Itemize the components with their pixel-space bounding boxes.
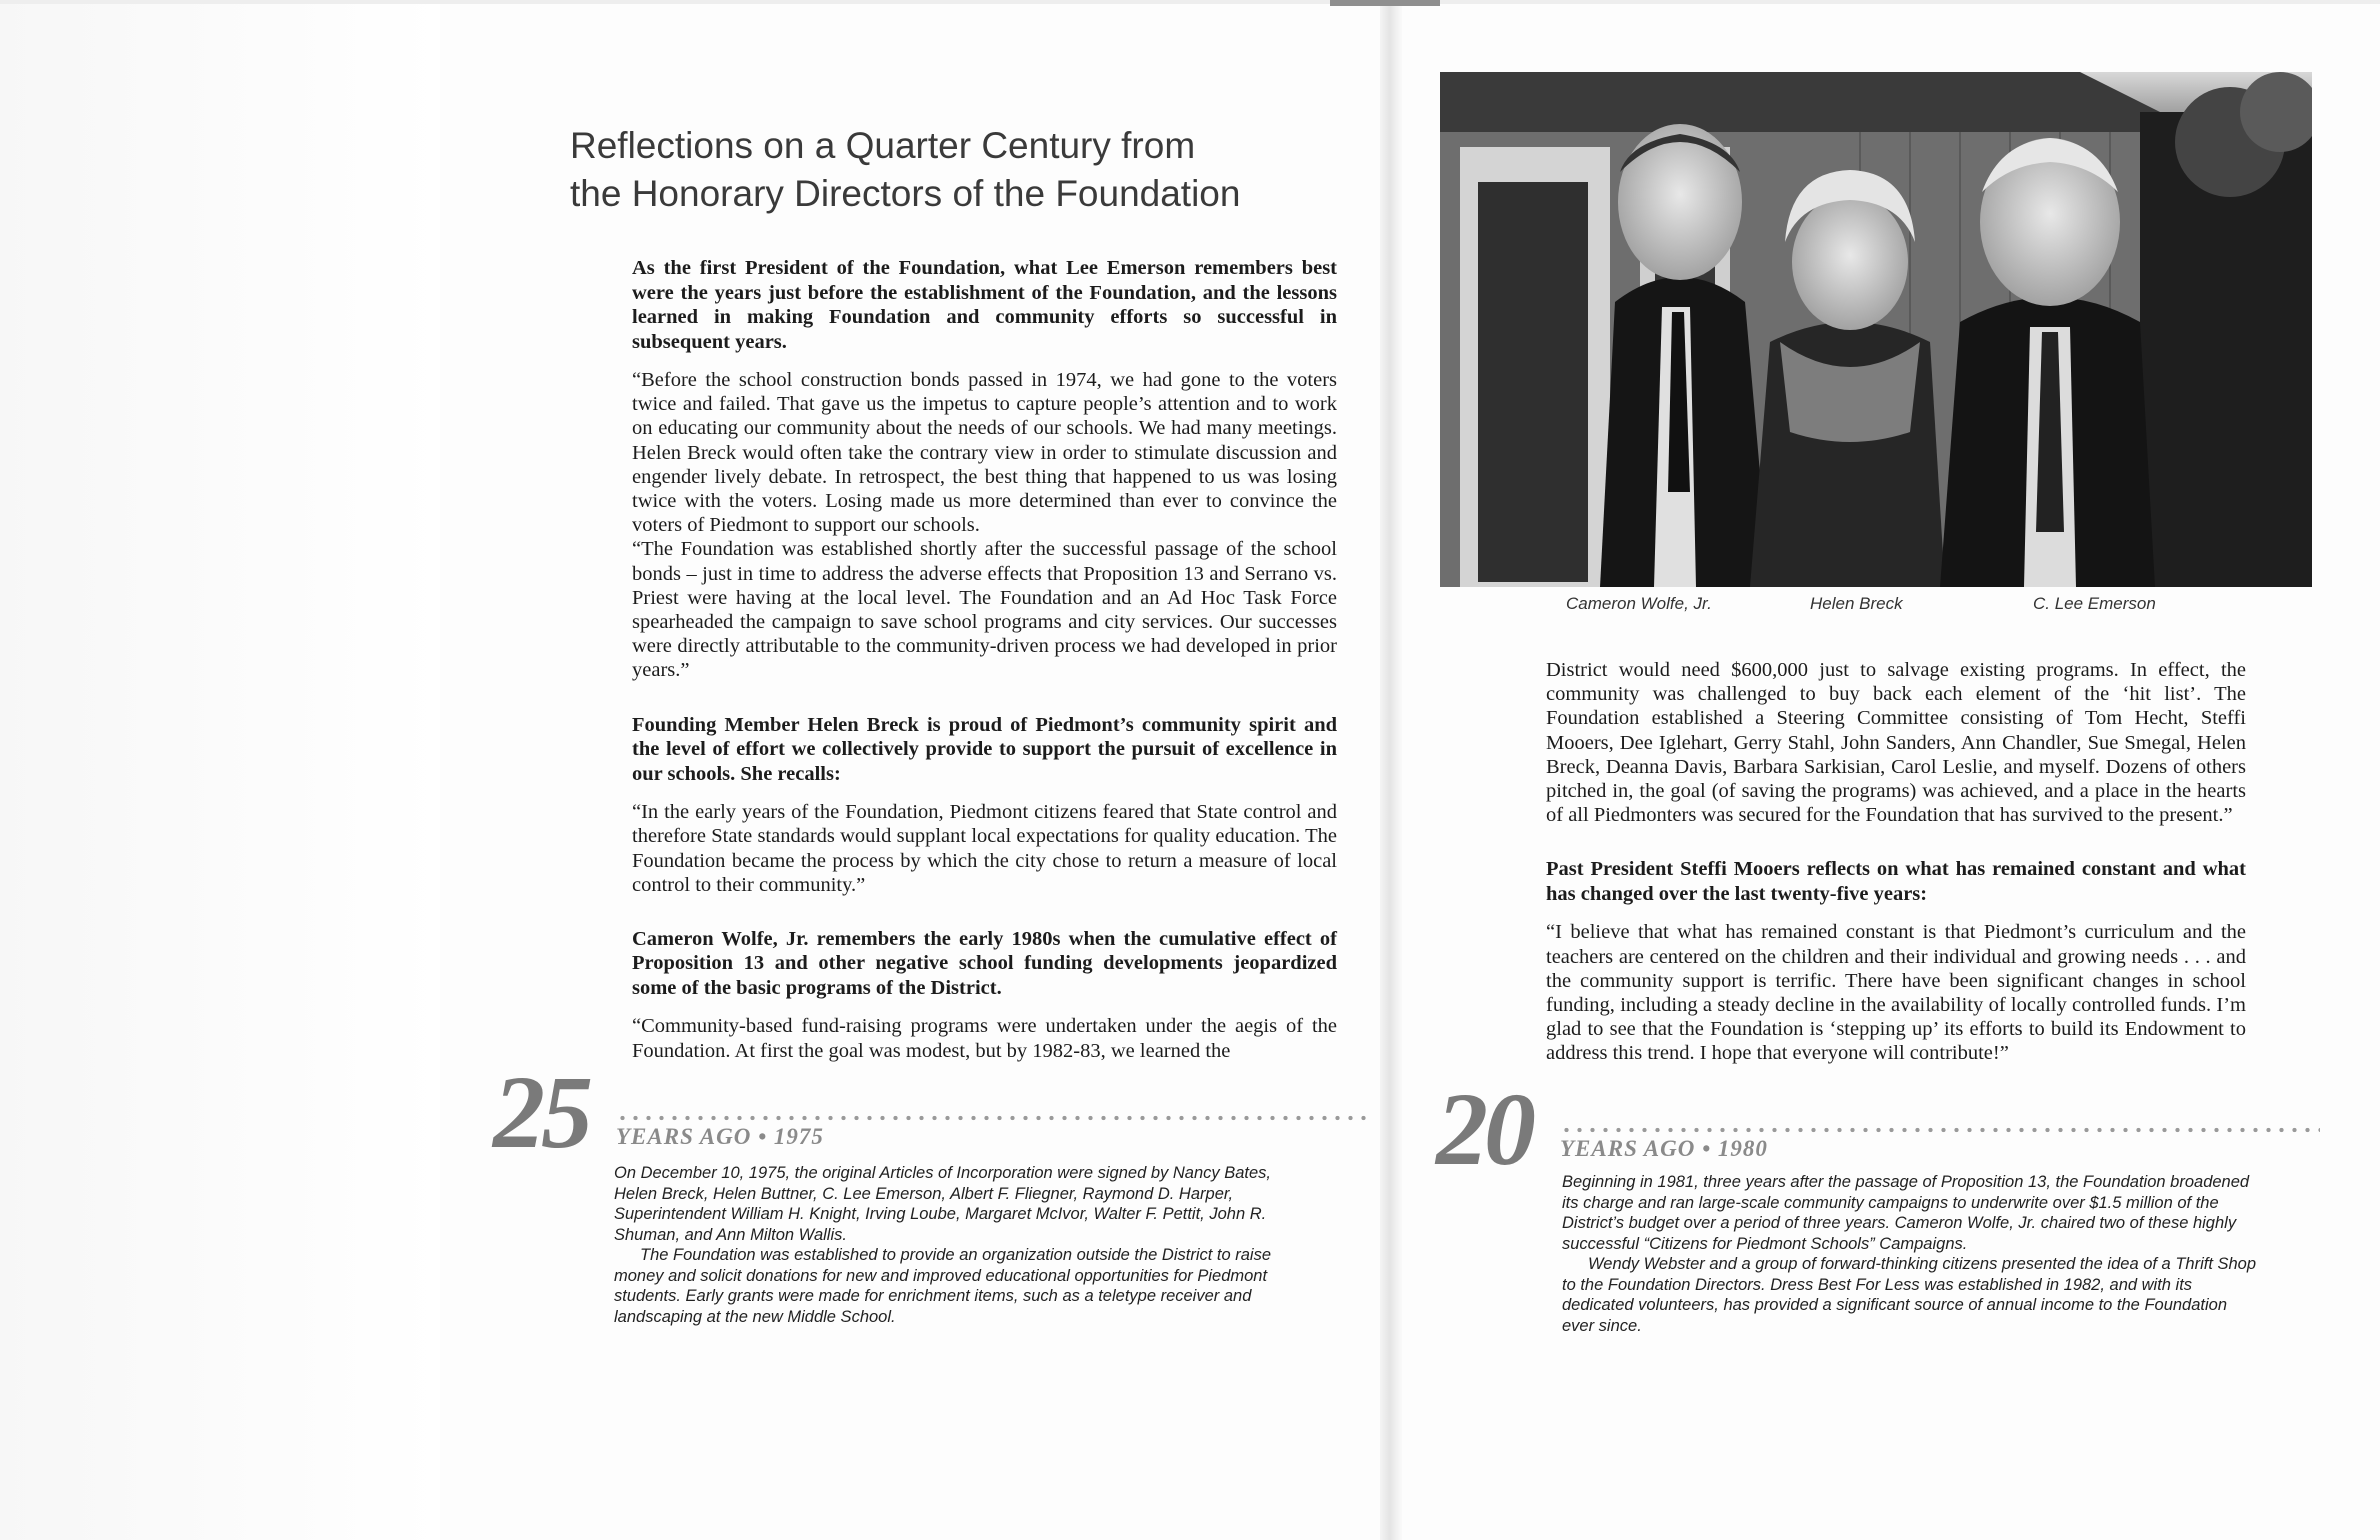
section-lead: As the first President of the Foundation, what Lee Emerson remembers best were the years just before the establishment of the Foundation, and the lessons learned in making Foundation and community efforts so successful in subsequent years.: [632, 257, 1337, 353]
section-lead: Founding Member Helen Breck is proud of Piedmont’s community spirit and the level of effort we collectively provide to support the pursuit of excellence in our schools. She recalls:: [632, 713, 1337, 785]
right-article-column: [1546, 658, 2246, 1066]
left-page-shadow: [0, 0, 440, 1540]
article-paragraph: “I believe that what has remained constant is that Piedmont’s curriculum and the teachers are centered on the children and their individual and growing needs . . . and the community support is terrific. There have been significant changes in school funding, including a steady decline in the availability of locally controlled funds. I’m glad to see that the Foundation is ‘stepping up’ its efforts to build its Endowment to address this trend. I hope that everyone will contribute!”: [1546, 921, 2246, 1065]
page-gutter: [1380, 0, 1402, 1540]
page-title: [570, 122, 1290, 218]
emerson-block: [632, 256, 1337, 683]
title-line-2: the Honorary Directors of the Foundation: [570, 173, 1241, 214]
milestone-dot-rule: [616, 1114, 1368, 1122]
milestone-label-1975: YEARS AGO • 1975: [616, 1124, 824, 1149]
article-paragraph: “Before the school construction bonds passed in 1974, we had gone to the voters twice and failed. That gave us the impetus to capture people’s attention and to work on educating our community about the needs of our schools. We had many meetings. Helen Breck would often take the contrary view in order to stimulate discussion and engender lively debate. In retrospect, the best thing that happened to us was losing twice with the voters. Losing made us more determined than ever to convince the voters of Piedmont to support our schools.: [632, 369, 1337, 537]
photo-image: [1440, 72, 2312, 587]
photo-caption: Cameron Wolfe, Jr.: [1566, 594, 1712, 613]
milestone-label-1980: YEARS AGO • 1980: [1560, 1136, 1768, 1161]
section-lead: Past President Steffi Mooers reflects on what has remained constant and what has changed over the last twenty-five years:: [1546, 858, 2246, 905]
gutter-top-mark: [1330, 0, 1440, 6]
milestone-text-1975: [614, 1163, 1314, 1327]
milestone-paragraph: The Foundation was established to provide an organization outside the District to raise money and solicit donations for new and improved educational opportunities for Piedmont students. Early grants were made for enrichment items, such as a teletype receiver and landscaping at the new Middle School.: [614, 1246, 1272, 1326]
milestone-text-1980: [1562, 1172, 2262, 1336]
milestone-paragraph: On December 10, 1975, the original Articles of Incorporation were signed by Nancy Bates, Helen Breck, Helen Buttner, C. Lee Emerson, Albert F. Fliegner, Raymond D. Harper, Superintendent William H. Knight, Irving Loube, Margaret McIvor, Walter F. Pettit, John R. Shuman, and Ann Milton Wallis.: [614, 1164, 1271, 1244]
left-article-column: [632, 256, 1337, 1083]
milestone-number-20: 20: [1436, 1072, 1532, 1187]
title-line-1: Reflections on a Quarter Century from: [570, 125, 1196, 166]
section-lead: Cameron Wolfe, Jr. remembers the early 1980s when the cumulative effect of Proposition 13 and other negative school funding developments jeopardized some of the basic programs of the District.: [632, 927, 1337, 999]
wolfe-block: [632, 927, 1337, 1063]
article-paragraph: “Community-based fund-raising programs were undertaken under the aegis of the Foundation. At first the goal was modest, but by 1982-83, we learned the: [632, 1015, 1337, 1062]
mooers-block: [1546, 857, 2246, 1065]
article-paragraph: “In the early years of the Foundation, Piedmont citizens feared that State control and therefore State standards would supplant local expectations for quality education. The Foundation became the process by which the city chose to return a measure of local control to their community.”: [632, 801, 1337, 896]
photo-caption: Helen Breck: [1810, 594, 1903, 613]
article-paragraph: District would need $600,000 just to salvage existing programs. In effect, the community was challenged to buy back each element of the ‘hit list’. The Foundation established a Steering Committee consisting of Tom Hecht, Steffi Mooers, Dee Iglehart, Gerry Stahl, John Sanders, Ann Chandler, Sue Smegal, Helen Breck, Deanna Davis, Barbara Sarkisian, Carol Leslie, and myself. Dozens of others pitched in, the goal (of saving the programs) was achieved, and a place in the hearts of all Piedmonters was secured for the Foundation that has survived to the present.”: [1546, 659, 2246, 827]
milestone-number-25: 25: [493, 1055, 589, 1170]
milestone-dot-rule: [1560, 1126, 2320, 1134]
continuation-block: [1546, 658, 2246, 827]
top-edge: [0, 0, 2380, 4]
honorary-directors-photo: [1440, 72, 2312, 587]
milestone-paragraph: Beginning in 1981, three years after the passage of Proposition 13, the Foundation broadened its charge and ran large-scale community campaigns to underwrite over $1.5 million of the District’s budget over a period of three years. Cameron Wolfe, Jr. chaired two of these highly successful “Citizens for Piedmont Schools” Campaigns.: [1562, 1173, 2250, 1253]
article-paragraph: “The Foundation was established shortly after the successful passage of the school bonds – just in time to address the adverse effects that Proposition 13 and Serrano vs. Priest were having at the local level. The Foundation and an Ad Hoc Task Force spearheaded the campaign to save school programs and city services. Our successes were directly attributable to the community-driven process we had developed in prior years.”: [632, 538, 1337, 682]
photo-caption: C. Lee Emerson: [2033, 594, 2156, 613]
breck-block: [632, 713, 1337, 897]
milestone-paragraph: Wendy Webster and a group of forward-thinking citizens presented the idea of a Thrift Shop to the Foundation Directors. Dress Best For Less was established in 1982, and with its dedicated volunteers, has provided a significant source of annual income to the Foundation ever since.: [1562, 1255, 2257, 1335]
